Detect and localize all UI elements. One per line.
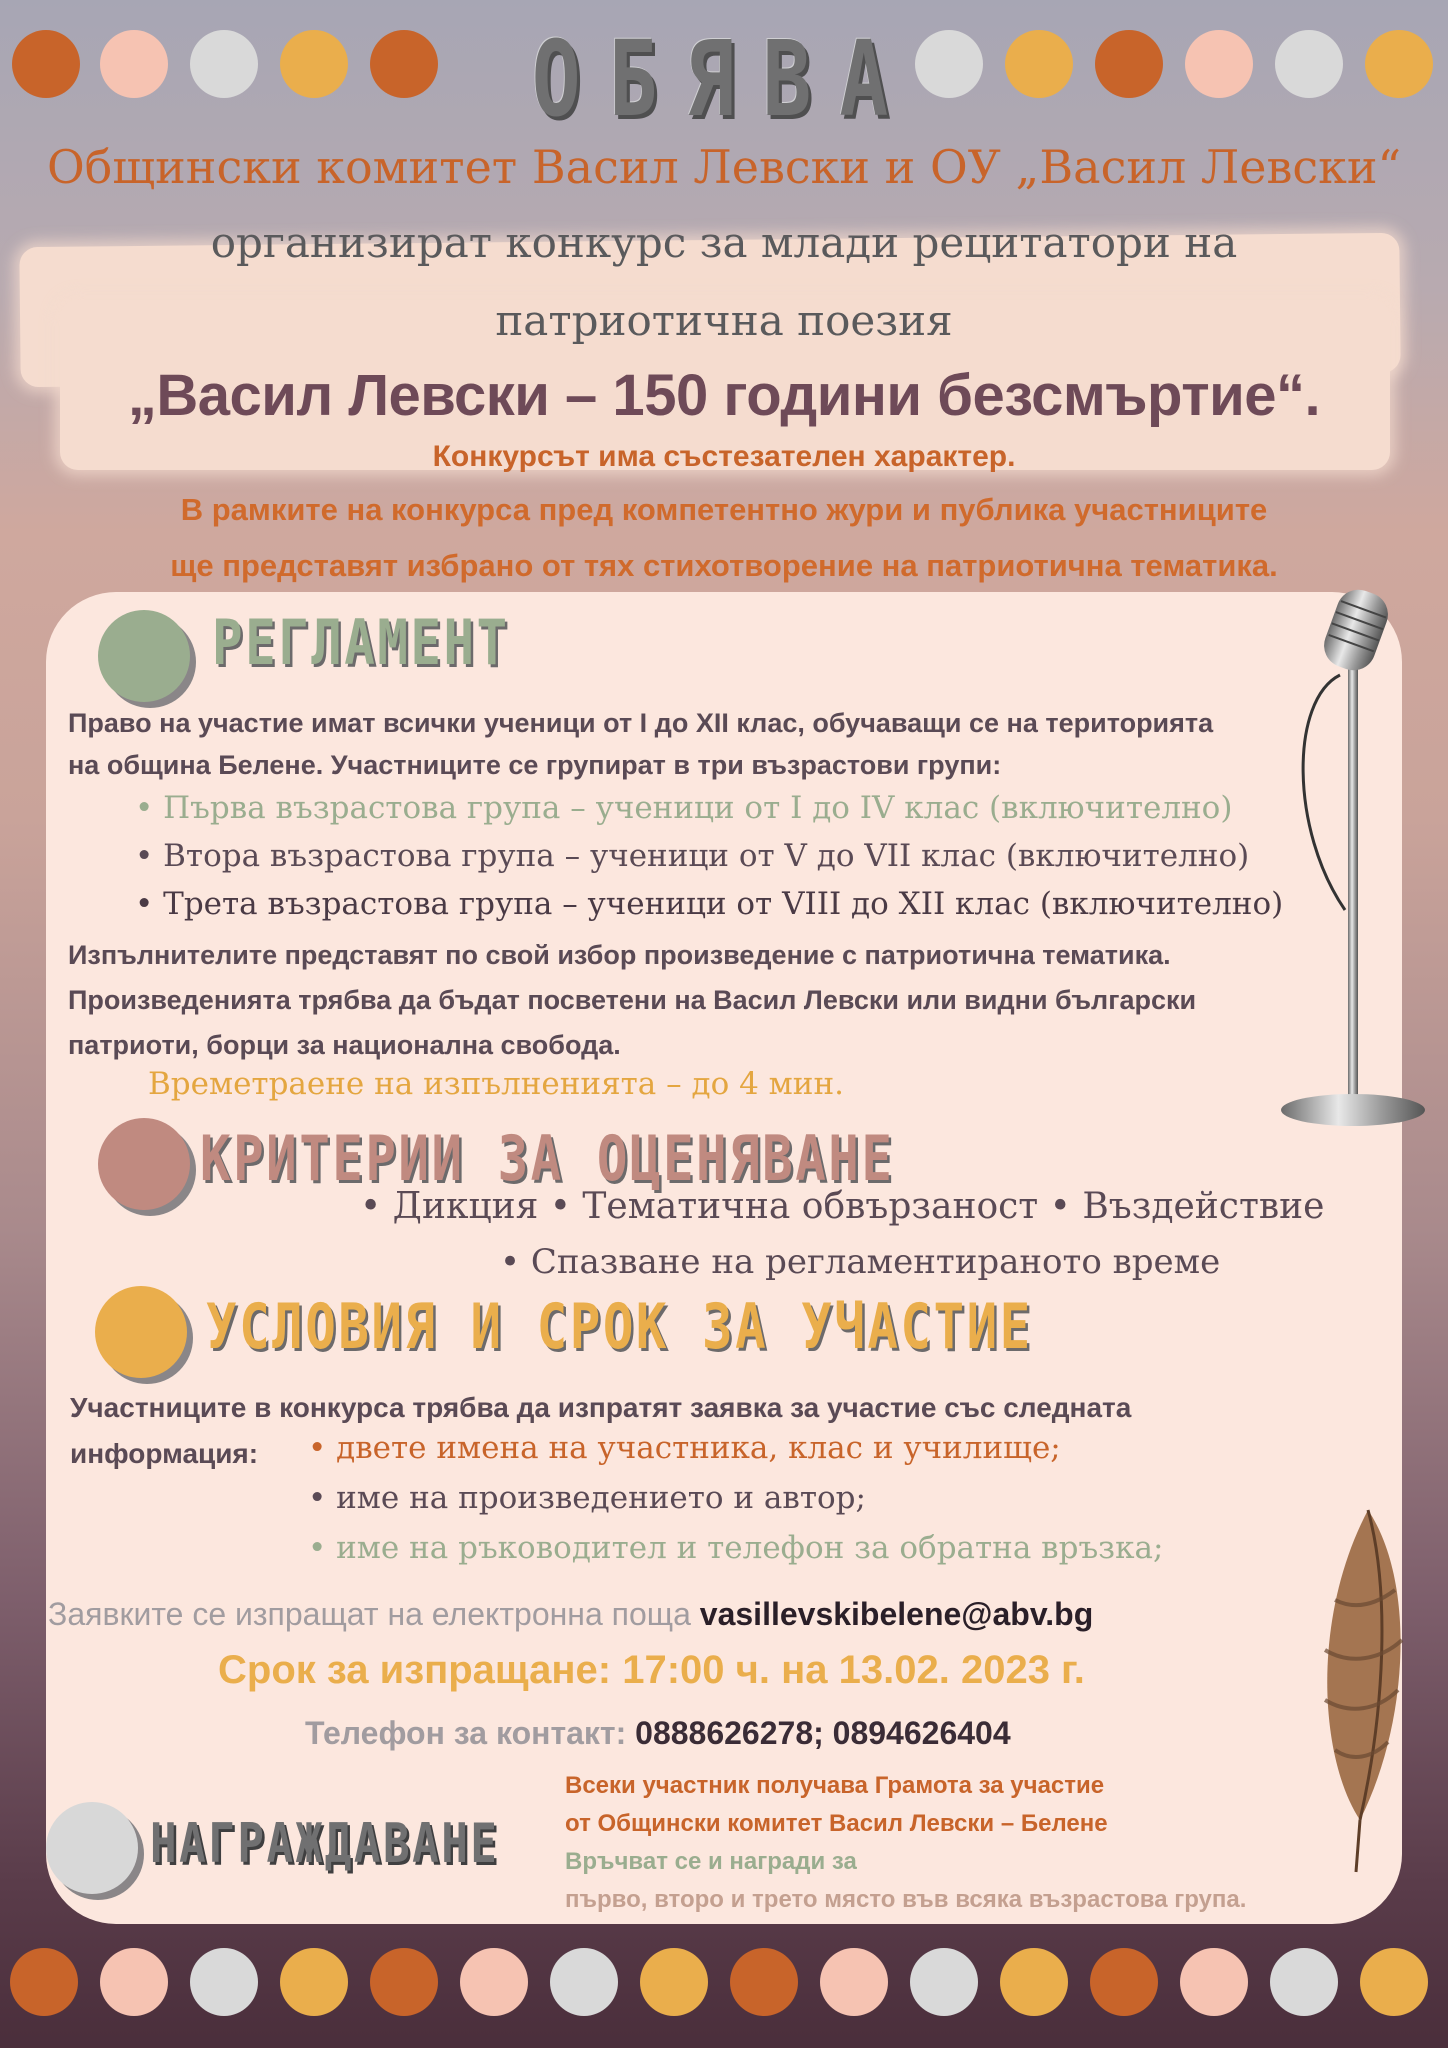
decor-dot (1365, 30, 1433, 98)
decor-dot (1090, 1948, 1158, 2016)
feather-icon (1290, 1500, 1420, 1880)
decor-dot (1000, 1948, 1068, 2016)
works-line-3: патриоти, борци за национална свобода. (68, 1030, 621, 1060)
organizers-line: Общински комитет Васил Левски и ОУ „Васил Левски“ (46, 140, 1402, 194)
regulation-intro-2: на община Белене. Участниците се групират в три възрастови групи: (68, 750, 1002, 780)
works-line-1: Изпълнителите представят по свой избор произведение с патриотична тематика. (68, 940, 1171, 970)
awards-line-2: от Общински комитет Васил Левски – Белене (565, 1810, 1108, 1837)
decor-dot (820, 1948, 888, 2016)
condition-item-3: • име на ръководител и телефон за обратна връзка; (308, 1530, 1164, 1566)
condition-item-2: • име на произведението и автор; (308, 1480, 866, 1516)
criteria-circle (98, 1118, 190, 1210)
decor-dot (730, 1948, 798, 2016)
conditions-intro-1: Участниците в конкурса трябва да изпратят заявка за участие със следната (70, 1392, 1132, 1423)
decor-dot (280, 1948, 348, 2016)
conditions-intro-2: информация: (70, 1438, 259, 1469)
subtitle-line-2: патриотична поезия (495, 296, 953, 345)
decor-dot (910, 1948, 978, 2016)
age-group-1: • Първа възрастова група – ученици от I до IV клас (включително) (135, 790, 1233, 826)
works-line-2: Произведенията трябва да бъдат посветени на Васил Левски или видни български (68, 985, 1197, 1015)
conditions-circle (95, 1286, 187, 1378)
phone-numbers: 0888626278; 0894626404 (635, 1715, 1011, 1751)
decor-dot (1180, 1948, 1248, 2016)
age-group-3: • Трета възрастова група – ученици от VIII до XII клас (включително) (135, 886, 1284, 922)
awards-circle (46, 1802, 138, 1894)
regulation-heading: РЕГЛАМЕНТ (212, 606, 510, 679)
criteria-heading: КРИТЕРИИ ЗА ОЦЕНЯВАНЕ (200, 1122, 895, 1195)
description-line-1: В рамките на конкурса пред компетентно жури и публика участниците (180, 492, 1268, 527)
decor-dot (100, 1948, 168, 2016)
microphone-icon (1270, 580, 1440, 1140)
decor-dot (190, 1948, 258, 2016)
competitive-note: Конкурсът има състезателен характер. (432, 440, 1016, 473)
deadline: Срок за изпращане: 17:00 ч. на 13.02. 2023 г. (218, 1648, 1085, 1692)
decor-dot (100, 30, 168, 98)
phone-label: Телефон за контакт: (305, 1715, 627, 1751)
decor-dot (640, 1948, 708, 2016)
awards-line-3: Връчват се и награди за (565, 1848, 857, 1875)
decor-dot (370, 1948, 438, 2016)
email-address[interactable]: vasillevskibelene@abv.bg (699, 1596, 1094, 1632)
duration-note: Времетраене на изпълненията – до 4 мин. (148, 1066, 844, 1102)
awards-line-4: първо, второ и трето място във всяка възрастова група. (565, 1886, 1247, 1913)
regulation-intro-1: Право на участие имат всички ученици от I до XII клас, обучаващи се на територията (68, 708, 1214, 738)
criteria-line-1: • Дикция • Тематична обвързаност • Въздействие (360, 1186, 1325, 1227)
regulation-circle (98, 610, 190, 702)
page-title: ОБЯВА (531, 18, 917, 140)
criteria-line-2: • Спазване на регламентираното време (500, 1242, 1221, 1282)
decor-dot (550, 1948, 618, 2016)
decor-dot (10, 1948, 78, 2016)
email-label: Заявките се изпращат на електронна поща (48, 1596, 691, 1632)
decor-dot (1270, 1948, 1338, 2016)
bottom-dot-row (0, 1948, 1448, 2028)
decor-dot (460, 1948, 528, 2016)
awards-line-1: Всеки участник получава Грамота за участие (565, 1772, 1105, 1799)
condition-item-1: • двете имена на участника, клас и училище; (308, 1430, 1061, 1466)
decor-dot (12, 30, 80, 98)
phone-line (305, 1715, 1011, 1752)
contest-title: „Васил Левски – 150 години безсмъртие“. (127, 363, 1321, 428)
age-group-2: • Втора възрастова група – ученици от V до VII клас (включително) (135, 838, 1250, 874)
subtitle-line-1: организират конкурс за млади рецитатори на (210, 218, 1238, 267)
decor-dot (1360, 1948, 1428, 2016)
description-line-2: ще представят избрано от тях стихотворение на патриотична тематика. (170, 548, 1278, 583)
email-line (48, 1596, 1093, 1633)
conditions-heading: УСЛОВИЯ И СРОК ЗА УЧАСТИЕ (206, 1290, 1033, 1363)
awards-heading: НАГРАЖДАВАНЕ (150, 1812, 500, 1875)
